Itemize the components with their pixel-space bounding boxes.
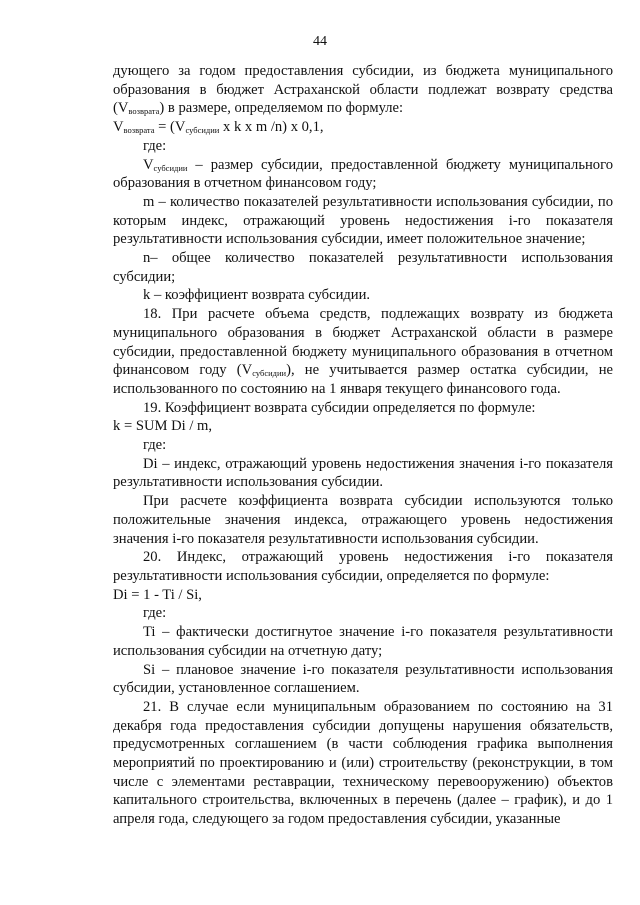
paragraph-20: 20. Индекс, отражающий уровень недостижения i-го показателя результативности использования субсидии, определяется по формуле: (113, 549, 613, 584)
where-label: где: (143, 605, 167, 622)
definition-di: Di – индекс, отражающий уровень недостижения значения i-го показателя результативности использования субсидии. (113, 455, 613, 491)
paragraph-19: 19. Коэффициент возврата субсидии определяется по формуле: (143, 399, 536, 416)
formula-k: k = SUM Di / m, (113, 418, 213, 435)
definition-n: n– общее количество показателей результативности использования субсидии; (113, 250, 613, 285)
definition-si: Si – плановое значение i-го показателя результативности использования субсидии, установленное соглашением. (113, 661, 613, 697)
definition-m: m – количество показателей результативности использования субсидии, по которым индекс, отражающий уровень недостижения i-го показателя результативности использования субсидии, имеет положительное значение; (113, 193, 613, 248)
where-label: где: (143, 437, 167, 454)
formula-v-return: $V_{возврата} = (V_{субсидии}$ x k x m /n) x 0,1, (113, 119, 324, 136)
page-number: 44 (313, 34, 327, 49)
paragraph-18: 18. При расчете объема средств, подлежащих возврату из бюджета муниципального образования в бюджет Астраханской области в размере субсидии, предоставленной бюджету муниципального образования в отчетном финансовом году $(V_{субсидии})$, не учитывается размер остатка субсидии, не использованного по состоянию на 1 января текущего финансового года. (113, 306, 614, 397)
paragraph-21: 21. В случае если муниципальным образованием по состоянию на 31 декабря года предоставления субсидии допущены нарушения обязательств, предусмотренных соглашением (в части соблюдения графика выполнения мероприятий по проектированию и (или) строительству (реконструкции, в том числе с элементами реставрации, техническому перевооружению) объектов капитального строительства, включенных в перечень (далее – график), и до 1 апреля года, следующего за годом предоставления субсидии, указанные (113, 698, 613, 828)
definition-ti: Ti – фактически достигнутое значение i-го показателя результативности использования субсидии на отчетную дату; (113, 624, 613, 659)
document-body (113, 62, 613, 829)
where-label: где: (143, 137, 167, 154)
formula-di: Di = 1 - Ti / Si, (113, 586, 202, 603)
intro-paragraph: дующего за годом предоставления субсидии, из бюджета муниципального образования в бюджет Астраханской области подлежат возврату средства $(V_{возврата})$ в размере, определяемом по формуле: (113, 63, 613, 117)
paragraph-calculation: При расчете коэффициента возврата субсидии используются только положительные значения индекса, отражающего уровень недостижения значения i-го показателя результативности использования субсидии. (113, 493, 613, 547)
definition-v-subsidy: $V_{субсидии}$ – размер субсидии, предоставленной бюджету муниципального образования в отчетном финансовом году; (113, 156, 613, 192)
definition-k: k – коэффициент возврата субсидии. (143, 287, 371, 304)
